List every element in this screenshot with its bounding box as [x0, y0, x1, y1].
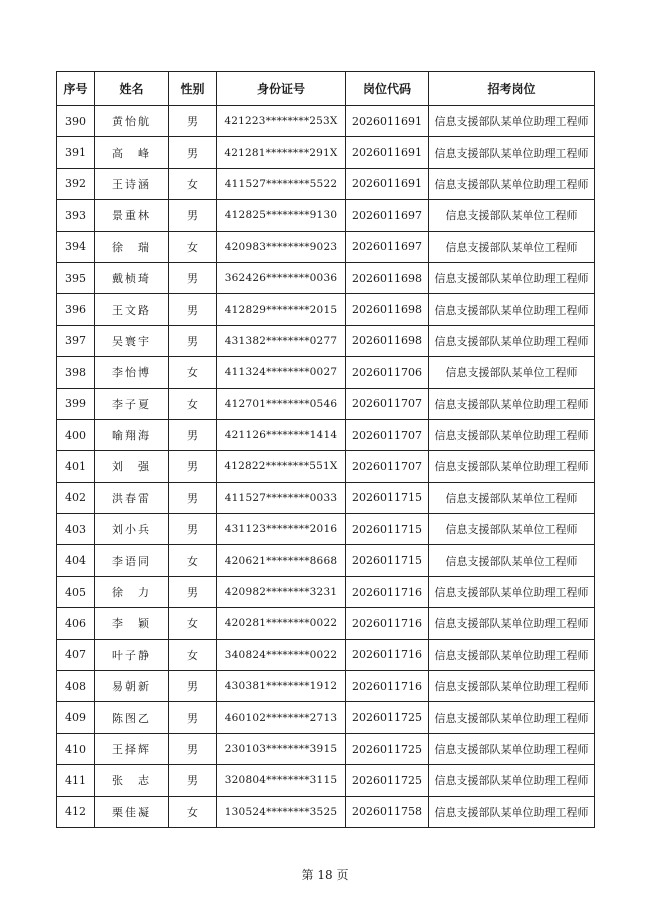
- cell-id-number: 420621********8668: [217, 545, 346, 576]
- table-row: [57, 733, 595, 764]
- cell-id-number: 411527********5522: [217, 168, 346, 199]
- cell-id-number: 412829********2015: [217, 294, 346, 325]
- cell-gender: 男: [169, 733, 217, 764]
- table-row: [57, 200, 595, 231]
- table-row: [57, 294, 595, 325]
- cell-id-number: 362426********0036: [217, 262, 346, 293]
- cell-position: 信息支援部队某单位助理工程师: [429, 419, 595, 450]
- cell-position-code: 2026011716: [346, 671, 429, 702]
- cell-position-code: 2026011715: [346, 545, 429, 576]
- cell-name: 徐 瑞: [95, 231, 169, 262]
- cell-serial: 408: [57, 671, 95, 702]
- cell-position-code: 2026011725: [346, 733, 429, 764]
- table-row: [57, 482, 595, 513]
- cell-name: 喻翔海: [95, 419, 169, 450]
- cell-gender: 男: [169, 262, 217, 293]
- cell-position-code: 2026011707: [346, 451, 429, 482]
- cell-id-number: 421281********291X: [217, 137, 346, 168]
- cell-position: 信息支援部队某单位助理工程师: [429, 137, 595, 168]
- cell-id-number: 130524********3525: [217, 796, 346, 827]
- cell-position-code: 2026011706: [346, 357, 429, 388]
- table-row: [57, 639, 595, 670]
- cell-gender: 男: [169, 514, 217, 545]
- cell-name: 吴寰宇: [95, 325, 169, 356]
- cell-serial: 405: [57, 576, 95, 607]
- header-name: 姓名: [95, 72, 169, 106]
- cell-serial: 393: [57, 200, 95, 231]
- cell-serial: 396: [57, 294, 95, 325]
- cell-position: 信息支援部队某单位助理工程师: [429, 608, 595, 639]
- cell-gender: 男: [169, 106, 217, 137]
- cell-position: 信息支援部队某单位工程师: [429, 357, 595, 388]
- header-position-code: 岗位代码: [346, 72, 429, 106]
- cell-id-number: 430381********1912: [217, 671, 346, 702]
- cell-name: 王文路: [95, 294, 169, 325]
- cell-gender: 男: [169, 137, 217, 168]
- results-table-container: [56, 71, 594, 828]
- cell-serial: 411: [57, 765, 95, 796]
- cell-id-number: 230103********3915: [217, 733, 346, 764]
- header-serial: 序号: [57, 72, 95, 106]
- cell-gender: 女: [169, 388, 217, 419]
- cell-id-number: 340824********0022: [217, 639, 346, 670]
- cell-position-code: 2026011691: [346, 106, 429, 137]
- cell-position-code: 2026011716: [346, 639, 429, 670]
- cell-id-number: 412825********9130: [217, 200, 346, 231]
- table-row: [57, 388, 595, 419]
- cell-serial: 395: [57, 262, 95, 293]
- cell-id-number: 412822********551X: [217, 451, 346, 482]
- cell-name: 张 志: [95, 765, 169, 796]
- table-row: [57, 137, 595, 168]
- cell-name: 易朝新: [95, 671, 169, 702]
- cell-gender: 男: [169, 482, 217, 513]
- cell-gender: 男: [169, 702, 217, 733]
- cell-name: 刘 强: [95, 451, 169, 482]
- header-row: [57, 72, 595, 106]
- cell-position-code: 2026011758: [346, 796, 429, 827]
- results-table: [56, 71, 595, 828]
- cell-id-number: 411324********0027: [217, 357, 346, 388]
- table-row: [57, 231, 595, 262]
- cell-position-code: 2026011691: [346, 168, 429, 199]
- cell-position-code: 2026011698: [346, 325, 429, 356]
- table-row: [57, 357, 595, 388]
- cell-name: 王择辉: [95, 733, 169, 764]
- cell-position-code: 2026011725: [346, 702, 429, 733]
- table-row: [57, 419, 595, 450]
- cell-serial: 406: [57, 608, 95, 639]
- cell-gender: 女: [169, 545, 217, 576]
- cell-serial: 410: [57, 733, 95, 764]
- cell-serial: 391: [57, 137, 95, 168]
- table-row: [57, 608, 595, 639]
- cell-id-number: 420983********9023: [217, 231, 346, 262]
- cell-position: 信息支援部队某单位助理工程师: [429, 639, 595, 670]
- cell-serial: 402: [57, 482, 95, 513]
- cell-serial: 394: [57, 231, 95, 262]
- cell-position-code: 2026011715: [346, 514, 429, 545]
- cell-id-number: 431123********2016: [217, 514, 346, 545]
- cell-position: 信息支援部队某单位助理工程师: [429, 294, 595, 325]
- cell-name: 洪春雷: [95, 482, 169, 513]
- cell-position-code: 2026011691: [346, 137, 429, 168]
- table-row: [57, 671, 595, 702]
- cell-gender: 女: [169, 608, 217, 639]
- cell-position: 信息支援部队某单位工程师: [429, 231, 595, 262]
- cell-serial: 400: [57, 419, 95, 450]
- cell-gender: 男: [169, 294, 217, 325]
- table-body: [57, 106, 595, 828]
- cell-position-code: 2026011707: [346, 419, 429, 450]
- cell-name: 刘小兵: [95, 514, 169, 545]
- cell-serial: 407: [57, 639, 95, 670]
- cell-id-number: 320804********3115: [217, 765, 346, 796]
- cell-serial: 403: [57, 514, 95, 545]
- table-row: [57, 545, 595, 576]
- cell-position: 信息支援部队某单位工程师: [429, 514, 595, 545]
- cell-position: 信息支援部队某单位工程师: [429, 200, 595, 231]
- cell-position: 信息支援部队某单位工程师: [429, 545, 595, 576]
- cell-position-code: 2026011698: [346, 294, 429, 325]
- cell-serial: 392: [57, 168, 95, 199]
- cell-position: 信息支援部队某单位助理工程师: [429, 451, 595, 482]
- cell-serial: 399: [57, 388, 95, 419]
- cell-name: 栗佳凝: [95, 796, 169, 827]
- header-gender: 性别: [169, 72, 217, 106]
- table-row: [57, 325, 595, 356]
- cell-id-number: 420982********3231: [217, 576, 346, 607]
- cell-name: 景重林: [95, 200, 169, 231]
- cell-name: 李子夏: [95, 388, 169, 419]
- cell-serial: 398: [57, 357, 95, 388]
- cell-serial: 409: [57, 702, 95, 733]
- cell-position: 信息支援部队某单位助理工程师: [429, 702, 595, 733]
- cell-gender: 女: [169, 357, 217, 388]
- header-id-number: 身份证号: [217, 72, 346, 106]
- cell-name: 李语同: [95, 545, 169, 576]
- cell-serial: 397: [57, 325, 95, 356]
- cell-position: 信息支援部队某单位助理工程师: [429, 671, 595, 702]
- cell-id-number: 412701********0546: [217, 388, 346, 419]
- cell-id-number: 420281********0022: [217, 608, 346, 639]
- cell-gender: 男: [169, 419, 217, 450]
- cell-name: 戴桢琦: [95, 262, 169, 293]
- cell-position: 信息支援部队某单位助理工程师: [429, 576, 595, 607]
- cell-serial: 390: [57, 106, 95, 137]
- cell-name: 李 颖: [95, 608, 169, 639]
- page-number: 第 18 页: [301, 868, 349, 882]
- cell-position: 信息支援部队某单位工程师: [429, 482, 595, 513]
- header-position: 招考岗位: [429, 72, 595, 106]
- cell-id-number: 421223********253X: [217, 106, 346, 137]
- cell-position: 信息支援部队某单位助理工程师: [429, 325, 595, 356]
- table-row: [57, 168, 595, 199]
- cell-position-code: 2026011707: [346, 388, 429, 419]
- cell-serial: 404: [57, 545, 95, 576]
- table-header: [57, 72, 595, 106]
- cell-serial: 401: [57, 451, 95, 482]
- cell-name: 陈图乙: [95, 702, 169, 733]
- cell-position: 信息支援部队某单位助理工程师: [429, 796, 595, 827]
- cell-position-code: 2026011697: [346, 231, 429, 262]
- table-row: [57, 702, 595, 733]
- cell-gender: 女: [169, 231, 217, 262]
- cell-position-code: 2026011715: [346, 482, 429, 513]
- cell-id-number: 411527********0033: [217, 482, 346, 513]
- cell-position-code: 2026011725: [346, 765, 429, 796]
- table-row: [57, 514, 595, 545]
- cell-position-code: 2026011698: [346, 262, 429, 293]
- table-row: [57, 576, 595, 607]
- cell-name: 黄怡航: [95, 106, 169, 137]
- cell-gender: 男: [169, 576, 217, 607]
- table-row: [57, 451, 595, 482]
- cell-gender: 男: [169, 451, 217, 482]
- cell-position: 信息支援部队某单位助理工程师: [429, 106, 595, 137]
- cell-gender: 女: [169, 639, 217, 670]
- cell-position: 信息支援部队某单位助理工程师: [429, 262, 595, 293]
- cell-gender: 女: [169, 796, 217, 827]
- cell-position: 信息支援部队某单位助理工程师: [429, 765, 595, 796]
- table-row: [57, 765, 595, 796]
- cell-position-code: 2026011697: [346, 200, 429, 231]
- table-row: [57, 796, 595, 827]
- cell-gender: 男: [169, 325, 217, 356]
- table-row: [57, 106, 595, 137]
- cell-position-code: 2026011716: [346, 608, 429, 639]
- cell-id-number: 460102********2713: [217, 702, 346, 733]
- cell-position: 信息支援部队某单位助理工程师: [429, 388, 595, 419]
- cell-name: 徐 力: [95, 576, 169, 607]
- cell-name: 叶子静: [95, 639, 169, 670]
- cell-position-code: 2026011716: [346, 576, 429, 607]
- cell-name: 高 峰: [95, 137, 169, 168]
- cell-position: 信息支援部队某单位助理工程师: [429, 733, 595, 764]
- cell-gender: 男: [169, 671, 217, 702]
- cell-id-number: 431382********0277: [217, 325, 346, 356]
- cell-position: 信息支援部队某单位助理工程师: [429, 168, 595, 199]
- cell-gender: 女: [169, 168, 217, 199]
- cell-gender: 男: [169, 200, 217, 231]
- table-row: [57, 262, 595, 293]
- cell-serial: 412: [57, 796, 95, 827]
- cell-name: 李怡博: [95, 357, 169, 388]
- cell-name: 王诗涵: [95, 168, 169, 199]
- cell-gender: 男: [169, 765, 217, 796]
- cell-id-number: 421126********1414: [217, 419, 346, 450]
